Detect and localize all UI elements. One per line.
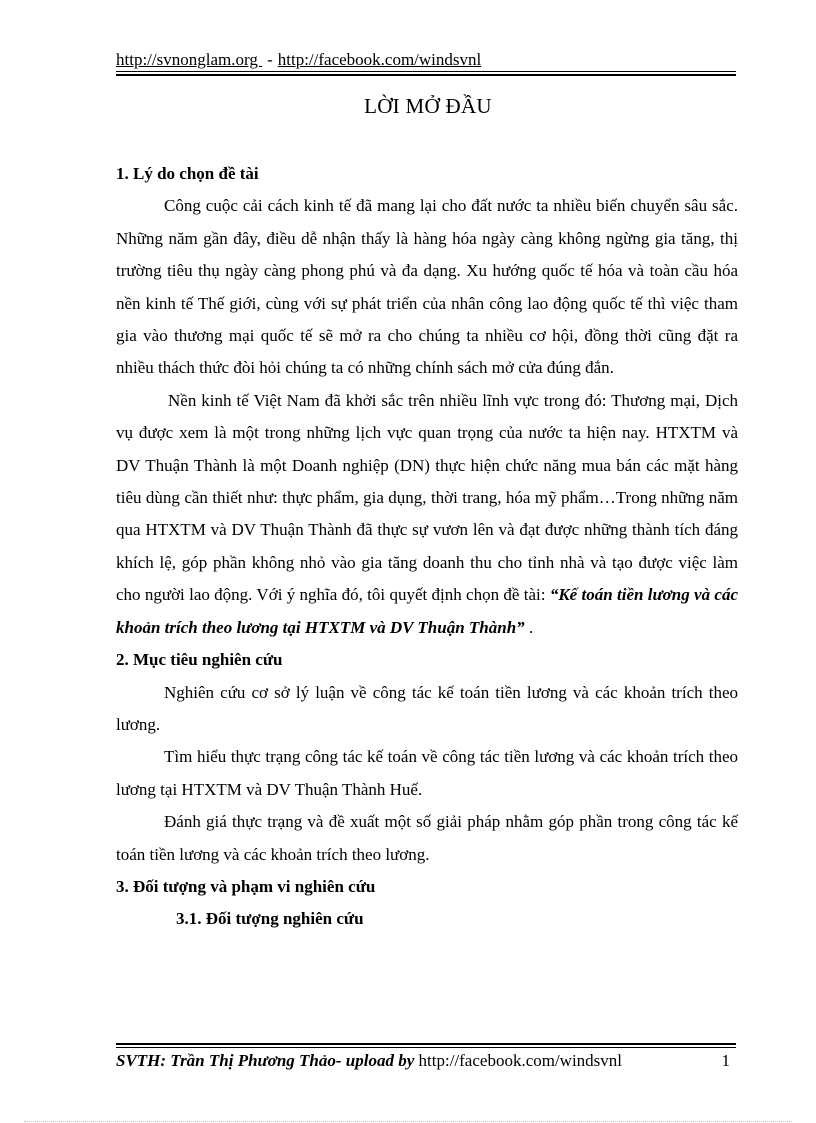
page-title: LỜI MỞ ĐẦU bbox=[364, 94, 492, 118]
header-separator: - bbox=[267, 50, 273, 69]
thesis-topic-title: “Kế toán tiền lương và các khoản trích theo lương tại HTXTM và DV Thuận Thành” bbox=[116, 585, 739, 637]
paragraph-2-text: Nền kinh tế Việt Nam đã khởi sắc trên nhiều lĩnh vực trong đó: Thương mại, Dịch vụ được xem là một trong những lịch vực quan trọng của nước ta hiện nay. HTXTM và DV Thuận Thành là một Doanh nghiệp (DN) thực hiện chức năng mua bán các mặt hàng tiêu dùng cần thiết như: thực phẩm, gia dụng, thời trang, hóa mỹ phẩm…Trong những năm qua HTXTM và DV Thuận Thành đã thực sự vươn lên và đạt được những thành tích đáng khích lệ, góp phần không nhỏ vào gia tăng doanh thu cho tỉnh nhà và tạo được việc làm cho người lao động. Với ý nghĩa đó, tôi quyết định chọn đề tài: bbox=[116, 390, 738, 605]
objective-3: Đánh giá thực trạng và đề xuất một số giải pháp nhằm góp phần trong công tác kế toán tiền lương và các khoản trích theo lương. bbox=[116, 812, 738, 864]
header-link-svnonglam[interactable]: http://svnonglam.org bbox=[116, 50, 263, 69]
header-link-facebook[interactable]: http://facebook.com/windsvnl bbox=[277, 50, 482, 69]
page-bottom-border bbox=[24, 1121, 792, 1122]
subsection-heading-3-1: 3.1. Đối tượng nghiên cứu bbox=[176, 909, 364, 929]
footer-rule-thin bbox=[116, 1047, 736, 1048]
header-rule-thin bbox=[116, 71, 736, 72]
objective-2: Tìm hiểu thực trạng công tác kế toán về công tác tiền lương và các khoản trích theo lương tại HTXTM và DV Thuận Thành Huế. bbox=[116, 747, 738, 799]
page-header bbox=[116, 50, 736, 70]
header-rule-thick bbox=[116, 74, 736, 76]
paragraph-2 bbox=[116, 385, 738, 644]
section-heading-2: 2. Mục tiêu nghiên cứu bbox=[116, 650, 283, 670]
paragraph-2-end: . bbox=[524, 617, 534, 637]
footer-author: SVTH: Trần Thị Phương Thảo- upload by bbox=[116, 1051, 415, 1070]
objective-1: Nghiên cứu cơ sở lý luận về công tác kế toán tiền lương và các khoản trích theo lương. bbox=[116, 682, 738, 734]
section-heading-1: 1. Lý do chọn đề tài bbox=[116, 164, 259, 183]
footer-rule-thick bbox=[116, 1043, 736, 1045]
page-footer bbox=[116, 1050, 736, 1072]
document-body bbox=[116, 158, 738, 936]
paragraph-1: Công cuộc cải cách kinh tế đã mang lại cho đất nước ta nhiều biến chuyển sâu sắc. Những năm gần đây, điều dễ nhận thấy là hàng hóa ngày càng không ngừng gia tăng, thị trường tiêu thụ ngày càng phong phú và đa dạng. Xu hướng quốc tế hóa và toàn cầu hóa nền kinh tế Thế giới, cùng với sự phát triển của nhân công lao động quốc tế thì việc tham gia vào thương mại quốc tế sẽ mở ra cho chúng ta nhiều cơ hội, đồng thời cũng đặt ra nhiều thách thức đòi hỏi chúng ta có những chính sách mở cửa đúng đắn. bbox=[116, 196, 738, 378]
page-number: 1 bbox=[721, 1051, 730, 1070]
section-heading-3: 3. Đối tượng và phạm vi nghiên cứu bbox=[116, 876, 376, 896]
footer-link[interactable]: http://facebook.com/windsvnl bbox=[414, 1051, 623, 1070]
